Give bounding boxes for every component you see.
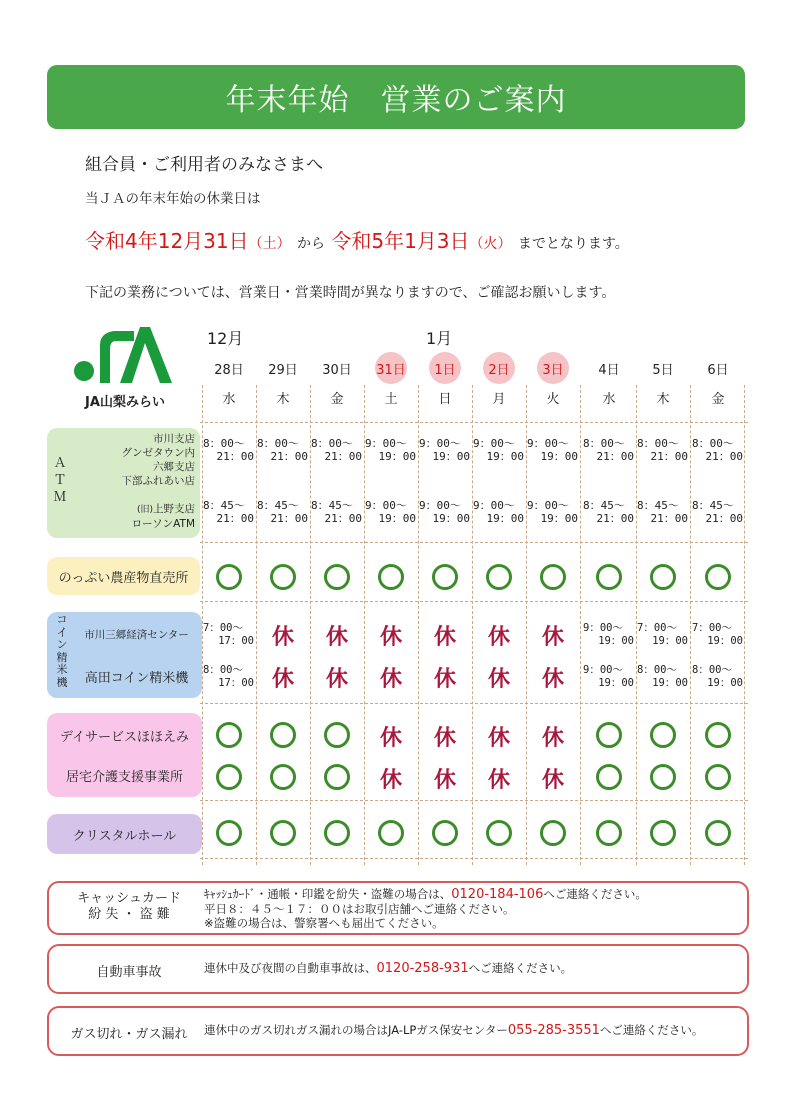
time-close: 21：00 [596,512,634,525]
card-text-1b: へご連絡ください。 [543,887,647,901]
time-cell [365,499,419,525]
open-circle-icon [324,820,350,846]
time-open: 9：00～ [583,622,623,634]
time-close: 21：00 [216,512,254,525]
open-circle-icon [216,820,242,846]
day-header [419,352,471,407]
contact-box-gas [47,1006,749,1056]
gas-phone[interactable]: 055-285-3551 [507,1023,600,1038]
notice-text: 下記の業務については、営業日・営業時間が異なりますので、ご確認お願いします。 [85,285,616,301]
time-close: 21：00 [324,450,362,463]
day-number: 28日 [214,362,244,378]
open-circle-icon [270,820,296,846]
time-open: 7：00～ [637,622,677,634]
open-circle-icon [486,564,512,590]
grid-hline [200,703,748,704]
time-close: 21：00 [705,450,743,463]
open-circle-icon [378,820,404,846]
holiday-period [85,225,629,254]
open-circle-icon [705,820,731,846]
time-open: 9：00～ [365,437,407,450]
time-close: 21：00 [216,450,254,463]
greeting: 組合員・ご利用者のみなさまへ [85,155,323,175]
time-open: 9：00～ [473,437,515,450]
car-text [204,961,572,976]
time-close: 19：00 [432,512,470,525]
atm-location: 市川支店 [153,433,195,445]
gas-text-post: へご連絡ください。 [599,1023,704,1037]
day-number: 5日 [652,362,674,378]
time-close: 19：00 [707,635,743,647]
time-cell [692,622,746,648]
day-number: 30日 [322,362,352,378]
time-close: 21：00 [705,512,743,525]
open-circle-icon [270,764,296,790]
day-header [365,352,417,407]
grid-hline [200,422,748,423]
time-close: 19：00 [598,677,634,689]
closed-mark: 休 [542,726,565,751]
atm-group2 [80,502,195,531]
day-header [203,352,255,407]
weekday: 月 [492,392,506,407]
time-close: 17：00 [218,635,254,647]
time-cell [311,437,365,463]
atm-location: 六郷支店 [153,461,195,473]
closed-mark: 休 [272,667,295,692]
open-circle-icon [324,764,350,790]
gas-title: ガス切れ・ガス漏れ [70,1027,188,1042]
day-header [583,352,635,407]
open-circle-icon [650,764,676,790]
time-open: 9：00～ [419,437,461,450]
time-cell [311,499,365,525]
closed-mark: 休 [380,667,403,692]
open-circle-icon [270,722,296,748]
time-cell [692,664,746,690]
open-circle-icon [650,722,676,748]
time-close: 19：00 [540,512,578,525]
card-title-2: 紛 失 ・ 盗 難 [88,907,170,922]
atm-location: グンゼタウン内 [121,447,195,459]
grid-hline [200,601,748,602]
day-number: 3日 [537,352,569,384]
time-cell [583,622,637,648]
holiday-kara: から [296,236,325,252]
page-title: 年末年始 営業のご案内 [225,83,567,118]
coin-row2-label: 高田コイン精米機 [84,671,189,686]
day-number: 2日 [483,352,515,384]
car-text-pre: 連休中及び夜間の自動車事故は、 [204,961,377,975]
time-cell [203,622,257,648]
holiday-end-dow: （火） [469,236,512,252]
card-text-2: 平日８：４５～１７：００はお取引店舗へご連絡ください。 [204,902,515,916]
time-cell [473,499,527,525]
time-cell [637,622,691,648]
car-phone[interactable]: 0120-258-931 [376,961,469,976]
open-circle-icon [216,722,242,748]
atm-location: 上野支店 [153,503,195,515]
closed-mark: 休 [380,625,403,650]
car-title: 自動車事故 [96,965,162,980]
time-close: 21：00 [324,512,362,525]
grid-hline [200,800,748,801]
closed-mark: 休 [434,667,457,692]
atm-old-prefix: (旧) [136,505,153,515]
closed-mark: 休 [488,625,511,650]
card-title-1: キャッシュカード [77,891,181,906]
page-title-banner [47,65,745,129]
ja-logo [70,325,180,410]
day-header [637,352,689,407]
time-close: 19：00 [432,450,470,463]
time-cell [527,437,581,463]
time-open: 8：00～ [637,437,679,450]
open-circle-icon [705,564,731,590]
open-circle-icon [596,820,622,846]
time-cell [583,437,637,463]
closed-mark: 休 [488,726,511,751]
closed-mark: 休 [434,768,457,793]
card-title [59,891,199,923]
time-open: 8：45～ [637,499,679,512]
logo-text: JA山梨みらい [85,395,165,410]
weekday: 日 [438,392,452,407]
closed-mark: 休 [488,768,511,793]
ja-logo-icon [70,325,180,385]
time-open: 8：45～ [692,499,734,512]
time-cell [583,664,637,690]
atm-location: 下部ふれあい店 [121,475,195,487]
day-header [527,352,579,407]
weekday: 火 [546,392,560,407]
open-circle-icon [432,564,458,590]
time-open: 8：00～ [311,437,353,450]
day-header [311,352,363,407]
time-close: 21：00 [650,512,688,525]
time-open: 8：45～ [257,499,299,512]
card-text [204,887,647,930]
time-open: 8：45～ [203,499,245,512]
closed-mark: 休 [542,768,565,793]
time-open: 9：00～ [419,499,461,512]
card-text-1: ｷｬｯｼｭｶｰﾄﾞ・通帳・印鑑を紛失・盗難の場合は、 [204,887,452,901]
month-dec: 12月 [207,329,244,348]
time-cell [203,664,257,690]
day-number: 29日 [268,362,298,378]
day-number: 4日 [598,362,620,378]
day-header [257,352,309,407]
crystal-row-label [47,814,202,854]
open-circle-icon [650,820,676,846]
closed-mark: 休 [488,667,511,692]
time-open: 8：00～ [257,437,299,450]
time-close: 19：00 [540,450,578,463]
noppui-row-label [47,557,200,595]
time-cell [203,437,257,463]
open-circle-icon [596,564,622,590]
time-open: 8：00～ [583,437,625,450]
open-circle-icon [596,764,622,790]
time-cell [419,437,473,463]
time-open: 8：00～ [692,664,732,676]
time-cell [692,437,746,463]
closed-mark: 休 [542,625,565,650]
gas-text [204,1023,703,1038]
time-cell [257,499,311,525]
closed-mark: 休 [380,726,403,751]
time-open: 9：00～ [527,499,569,512]
closed-mark: 休 [542,667,565,692]
time-cell [637,437,691,463]
grid-hline [200,542,748,543]
time-close: 19：00 [486,512,524,525]
day-header [692,352,744,407]
contact-box-card [47,881,749,935]
grid-hline [200,858,748,859]
time-close: 21：00 [270,512,308,525]
time-open: 8：00～ [692,437,734,450]
time-cell [419,499,473,525]
contact-box-car [47,944,749,994]
open-circle-icon [486,820,512,846]
time-close: 19：00 [378,450,416,463]
month-jan: 1月 [426,329,453,348]
day-number: 6日 [707,362,729,378]
open-circle-icon [705,722,731,748]
closed-mark: 休 [272,625,295,650]
weekday: 水 [222,392,236,407]
holiday-start: 令和4年12月31日 [85,229,249,253]
day-header [473,352,525,407]
time-close: 21：00 [270,450,308,463]
time-cell [692,499,746,525]
closed-mark: 休 [326,625,349,650]
noppui-label: のっぷい農産物直売所 [58,570,189,586]
open-circle-icon [540,564,566,590]
holiday-end: 令和5年1月3日 [331,229,470,253]
closed-mark: 休 [434,625,457,650]
open-circle-icon [270,564,296,590]
closed-mark: 休 [380,768,403,793]
holiday-start-dow: （土） [248,236,291,252]
open-circle-icon [216,564,242,590]
open-circle-icon [540,820,566,846]
time-open: 7：00～ [203,622,243,634]
open-circle-icon [705,764,731,790]
care-row2-label: 居宅介護支援事業所 [65,770,183,785]
day-number: 31日 [375,352,407,384]
day-number: 1日 [429,352,461,384]
time-close: 17：00 [218,677,254,689]
time-cell [365,437,419,463]
car-text-post: へご連絡ください。 [468,961,573,975]
time-cell [583,499,637,525]
open-circle-icon [650,564,676,590]
time-open: 9：00～ [527,437,569,450]
time-cell [637,499,691,525]
coin-row1-label: 市川三郷経済センター [84,629,189,641]
closed-mark: 休 [434,726,457,751]
coin-label: コイン精米機 [56,613,68,689]
weekday: 土 [384,392,398,407]
open-circle-icon [432,820,458,846]
open-circle-icon [216,764,242,790]
time-close: 21：00 [596,450,634,463]
open-circle-icon [324,722,350,748]
time-close: 19：00 [486,450,524,463]
time-close: 19：00 [598,635,634,647]
time-cell [257,437,311,463]
time-open: 8：00～ [203,664,243,676]
atm-label: ＡＴＭ [53,456,67,505]
time-close: 19：00 [652,677,688,689]
open-circle-icon [596,722,622,748]
weekday: 木 [276,392,290,407]
time-cell [637,664,691,690]
care-row1-label: デイサービスほほえみ [59,730,190,745]
time-close: 21：00 [650,450,688,463]
card-text-3: ※盗難の場合は、警察署へも届出てください。 [204,916,444,930]
time-open: 8：00～ [203,437,245,450]
closed-mark: 休 [326,667,349,692]
time-open: 9：00～ [583,664,623,676]
open-circle-icon [378,564,404,590]
crystal-label: クリスタルホール [72,828,177,844]
time-close: 19：00 [378,512,416,525]
time-cell [527,499,581,525]
weekday: 水 [602,392,616,407]
time-open: 9：00～ [473,499,515,512]
atm-group1 [80,432,195,488]
card-phone[interactable]: 0120-184-106 [451,887,544,902]
weekday: 金 [711,392,725,407]
time-open: 9：00～ [365,499,407,512]
weekday: 金 [330,392,344,407]
time-close: 19：00 [707,677,743,689]
time-open: 7：00～ [692,622,732,634]
atm-location: ローソンATM [131,518,195,530]
weekday: 木 [656,392,670,407]
time-open: 8：00～ [637,664,677,676]
gas-text-pre: 連休中のガス切れガス漏れの場合はJA-LPガス保安センター [204,1023,508,1037]
time-cell [203,499,257,525]
time-cell [473,437,527,463]
open-circle-icon [324,564,350,590]
time-close: 19：00 [652,635,688,647]
intro-text: 当ＪＡの年末年始の休業日は [85,191,261,207]
time-open: 8：45～ [583,499,625,512]
time-open: 8：45～ [311,499,353,512]
holiday-suffix: までとなります。 [517,236,629,252]
